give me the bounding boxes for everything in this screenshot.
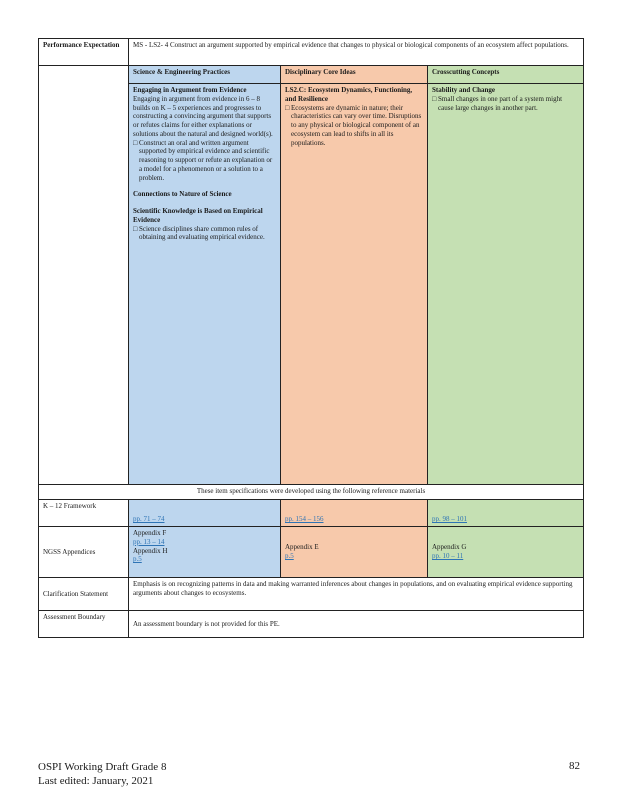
ngss-dci-cell — [281, 527, 428, 578]
ngss-ccc-cell — [428, 527, 584, 578]
dci-bullet: □ Ecosystems are dynamic in nature; their characteristics can vary over time. Disruptions to any physical or biological component of an ecosystem can lead to shifts in all its populations. — [285, 103, 422, 147]
sep-bullet: □ Construct an oral and written argument supported by empirical evidence and scientific reasoning to support or refute an explanation or a model for a phenomenon or a solution to a problem. — [133, 138, 273, 182]
header-spacer — [39, 66, 129, 485]
ngss-sep-page-link[interactable]: p.5 — [133, 555, 142, 564]
sk-bullet: □ Science disciplines share common rules of obtaining and evaluating empirical evidence. — [133, 224, 265, 242]
ccc-heading: Stability and Change — [432, 86, 496, 94]
dci-header: Disciplinary Core Ideas — [281, 66, 428, 84]
pe-text: MS - LS2- 4 Construct an argument supported by empirical evidence that changes to physical or biological components of an ecosystem affect populations. — [129, 39, 584, 66]
footer — [38, 760, 166, 789]
reference-note-row — [39, 485, 584, 500]
ngss-appendices-row — [39, 527, 584, 578]
clarification-text: Emphasis is on recognizing patterns in data and making warranted inferences about changes in populations, and on evaluating empirical evidence supporting arguments about changes to ecosystems. — [129, 578, 584, 611]
k12-framework-row — [39, 500, 584, 527]
assessment-row — [39, 611, 584, 638]
ngss-dci-page-link[interactable]: p.5 — [285, 552, 294, 560]
k12-sep-link[interactable]: pp. 71 – 74 — [133, 515, 165, 524]
ngss-sep-cell — [129, 527, 281, 578]
page-number: 82 — [569, 760, 580, 772]
pe-label: Performance Expectation — [39, 39, 129, 66]
ccc-cell — [428, 84, 584, 485]
ngss-ccc-appendix: Appendix G — [432, 543, 467, 552]
ngss-sep-appendix-f: Appendix F — [133, 529, 167, 537]
footer-draft-label: OSPI Working Draft Grade 8 — [38, 761, 167, 773]
item-specification-table — [38, 38, 584, 638]
ngss-dci-appendix: Appendix E — [285, 543, 319, 552]
sep-text: Engaging in argument from evidence in 6 – 8 builds on K – 5 experiences and progresses to constructing a convincing argument that supports or refutes claims for either explanations or solutions about the natural and designed world(s). — [133, 94, 273, 138]
clarification-row — [39, 578, 584, 611]
reference-note: These item specifications were developed using the following reference materials — [39, 485, 584, 500]
sk-heading: Scientific Knowledge is Based on Empirical Evidence — [133, 207, 263, 224]
ccc-header: Crosscutting Concepts — [428, 66, 584, 84]
assessment-text: An assessment boundary is not provided for this PE. — [129, 611, 584, 638]
performance-expectation-row — [39, 39, 584, 66]
k12-label: K – 12 Framework — [39, 500, 129, 527]
clarification-label: Clarification Statement — [39, 578, 129, 611]
sep-header: Science & Engineering Practices — [129, 66, 281, 84]
dci-heading: LS2.C: Ecosystem Dynamics, Functioning, and Resilience — [285, 86, 413, 103]
ccc-bullet: □ Small changes in one part of a system might cause large changes in another part. — [432, 94, 563, 112]
ngss-sep-appendix-h: Appendix H — [133, 546, 168, 555]
assessment-label: Assessment Boundary — [39, 611, 129, 638]
k12-ccc-link[interactable]: pp. 98 – 101 — [432, 515, 467, 524]
sep-cell — [129, 84, 281, 485]
dci-cell — [281, 84, 428, 485]
ngss-label: NGSS Appendices — [39, 527, 129, 578]
k12-dci-link[interactable]: pp. 154 – 156 — [285, 515, 324, 524]
ngss-sep-pages-link[interactable]: pp. 13 – 14 — [133, 537, 165, 546]
connections-heading: Connections to Nature of Science — [133, 190, 232, 199]
dimension-header-row — [39, 66, 584, 84]
sep-heading: Engaging in Argument from Evidence — [133, 86, 247, 94]
ngss-ccc-pages-link[interactable]: pp. 10 – 11 — [432, 552, 464, 560]
footer-last-edited: Last edited: January, 2021 — [38, 775, 154, 788]
